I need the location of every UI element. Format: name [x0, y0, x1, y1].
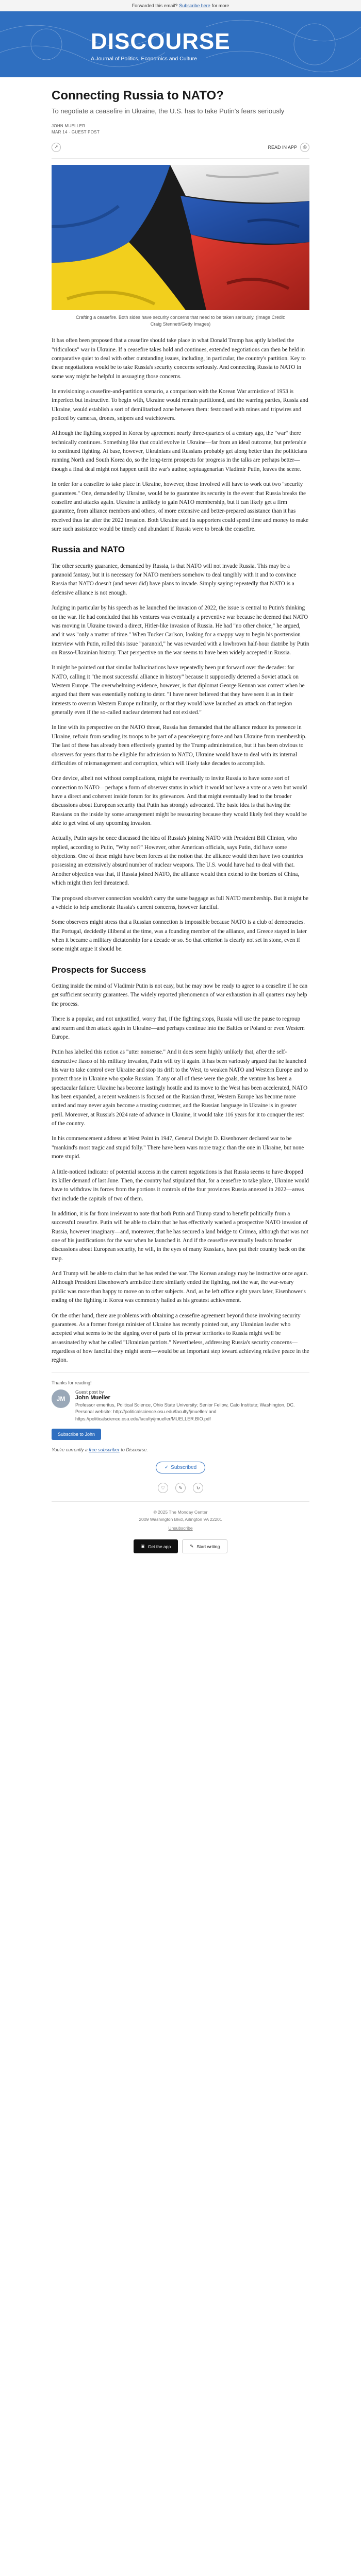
paragraph: Actually, Putin says he once discussed the idea of Russia's joining NATO with President Bill Clinton, who replied, according to Putin, "Why not?" However, other American officials, says Putin, did have some objections. One of these might have been forces at the notion that the alliance would then have two countries possessing an extensively absurd number of nuclear weapons. The U.S. would have had to deal with that. Another objection was that, if Russia joined NATO, the alliance would then extend to the borders of China, which might then feel threatened. — [52, 835, 303, 887]
section-heading-russia-nato: Russia and NATO — [52, 545, 125, 555]
subscribe-to-author-button[interactable]: Subscribe to John — [52, 1429, 101, 1440]
brand-name: DISCOURSE — [91, 29, 231, 54]
post-date: MAR 14 · GUEST POST — [52, 129, 100, 134]
paragraph: It has often been proposed that a ceasefire should take place in what Donald Trump has aptly labelled the "ridiculous" war in Ukraine. If a ceasefire takes hold and continues, extended negotiations can then be held in comparative quiet to deal with other outstanding issues, including, in particular, the country's partition. Key to these negotiations would be to take Russia's security concerns seriously. And connecting Russia to NATO in some way might be helpful in assuaging those concerns. — [52, 337, 306, 380]
start-writing-label: Start writing — [196, 1544, 220, 1549]
pen-icon: ✎ — [190, 1544, 194, 1549]
brand-tagline: A Journal of Politics, Economics and Culture — [91, 56, 198, 62]
author-bio: Professor emeritus, Political Science, Ohio State University; Senior Fellow, Cato Institute; Washington, DC. Personal website: http://politicalscience.osu.edu/faculty/jmueller/ and https://politicalscience.osu.edu/faculty/jmueller/MUELLER.BIO.pdf — [75, 1402, 295, 1421]
paragraph: There is a popular, and not unjustified, worry that, if the fighting stops, Russia will use the pause to regroup and rearm and then attack again in Ukraine—and perhaps continue into the Baltics or Poland or even Western Europe. — [52, 1016, 305, 1040]
paragraph: Getting inside the mind of Vladimir Putin is not easy, but he may now be ready to agree to a ceasefire if he can get sufficient security guarantees. The widely reported phenomenon of war exhaustion in all quarters may help the process. — [52, 983, 308, 1007]
author-box — [52, 1372, 309, 1440]
get-app-button[interactable] — [134, 1539, 178, 1553]
phone-icon: ▣ — [140, 1544, 145, 1549]
hero-image — [52, 165, 309, 310]
subscribed-button[interactable] — [156, 1462, 205, 1473]
free-prefix: You're currently a — [52, 1447, 88, 1453]
address: 2009 Washington Blvd, Arlington VA 22201 — [139, 1516, 222, 1522]
paragraph: In line with its perspective on the NATO threat, Russia has demanded that the alliance reduce its presence in Ukraine, refrain from sending its troops to be part of a peacekeeping force and ban Ukraine from membership. The last of these has already been effectively granted by the Trump administration, but it has been obvious to observers for years that to be eligible for admission to NATO, Ukraine would have to deal with its internal difficulties of mismanagement and corruption, which will likely take decades to accomplish. — [52, 724, 307, 767]
article-title[interactable]: Connecting Russia to NATO? — [52, 89, 224, 103]
paragraph: The other security guarantee, demanded by Russia, is that NATO will not invade Russia. This may be a paranoid fantasy, but it is necessary for NATO members somehow to deal tangibly with it and to convince Russia that NATO doesn't (and never did) have plans to invade. Simply saying repeatedly that NATO is a defensive alliance is not enough. — [52, 563, 297, 596]
paragraph: A little-noticed indicator of potential success in the current negotiations is that Russia seems to have dropped its killer demand of last June. Then, the country had stipulated that, for a ceasefire to take place, Ukraine would have to withdraw its forces from the portions it controls of the four provinces Russia annexed in 2022—areas that include the capitals of two of them. — [52, 1168, 309, 1202]
app-row — [52, 1539, 309, 1564]
footer-links — [52, 1525, 309, 1532]
paragraph: In addition, it is far from irrelevant to note that both Putin and Trump stand to benefit politically from a successful ceasefire. Putin will be able to claim that he has effectively washed a prospective NATO invasion of Russia, however imaginary—and, moreover, that he has secured a land bridge to Crimea, although that was not one of his justifications for the war when he launched it. And if the ceasefire eventually leads to broader discussions about European security, he will, in the eyes of many Russians, have put their country back on the map. — [52, 1210, 308, 1262]
paragraph: On the other hand, there are problems with obtaining a ceasefire agreement beyond those involving security guarantees. As a former foreign minister of Ukraine has recently pointed out, any Ukrainian leader who accepted what seems to be the signing over of parts of its prewar territories to Russia might well be assassinated by what he called "Ukrainian patriots." Nevertheless, addressing Russia's security concerns—regardless of how fanciful they might seem—would be an important step toward achieving relative peace in the region. — [52, 1312, 309, 1364]
subscribe-here-link[interactable]: Subscribe here — [179, 3, 210, 8]
share-icon[interactable]: ↗ — [52, 143, 61, 152]
byline — [52, 123, 309, 135]
paragraph: Some observers might stress that a Russian connection is impossible because NATO is a club of democracies. But Portugal, decidedly illiberal at the time, was a founding member of the alliance, and Greece stayed in later when it became a military dictatorship for a decade or so. So that criterion is clearly not set in stone, even if some might argue it should be. — [52, 919, 307, 953]
paragraph: The proposed observer connection wouldn't carry the same baggage as full NATO membership. But it might be a vehicle to help ameliorate Russia's current concerns, however fanciful. — [52, 895, 308, 910]
subscribed-label: Subscribed — [171, 1465, 197, 1471]
comment-icon[interactable]: ✎ — [175, 1483, 186, 1493]
author-row — [52, 1389, 309, 1423]
brand[interactable] — [91, 29, 231, 62]
app-icon: ◎ — [300, 143, 309, 152]
paragraph: In envisioning a ceasefire-and-partition scenario, a comparison with the Korean War armistice of 1953 is imperfect but instructive. To begin with, Ukraine would remain partitioned, and the warring parties, Russia and Ukraine, would establish a sort of demilitarized zone between them: festooned with mines and tripwires and policed by cameras, drones, snipers and watchtowers. — [52, 388, 308, 422]
subscription-status — [52, 1447, 309, 1452]
read-in-app-button[interactable] — [268, 143, 309, 152]
paragraph: It might be pointed out that similar hallucinations have repeatedly been put forward over the decades: for NATO, calling it "the most successful alliance in history" because it supposedly deterred a Soviet attack on Western Europe. The overwhelming evidence, however, is that diplomat George Kennan was correct when he argued that there was essentially nothing to deter. "I have never believed that they have seen it as in their interests to overrun Western Europe militarily, or that they would have launched an attack on that region generally even if the so-called nuclear deterrent had not existed." — [52, 665, 305, 716]
ukraine-russia-flags-illustration — [52, 165, 309, 310]
start-writing-button[interactable] — [182, 1539, 227, 1553]
article-body — [52, 336, 309, 1365]
footer — [52, 1509, 309, 1532]
forward-suffix: for more — [211, 3, 229, 8]
read-in-app-label: READ IN APP — [268, 144, 297, 150]
paragraph: And Trump will be able to claim that he has ended the war. The Korean analogy may be instructive once again. Although President Eisenhower's armistice there similarly ended the fighting, not the war, the war-weary public was more than happy to move on to other subjects. And, as he left office eight years later, Eisenhower's ending of the fighting in Korea was commonly hailed as his greatest achievement. — [52, 1270, 308, 1304]
social-actions — [52, 1483, 309, 1502]
author-box-name[interactable]: John Mueller — [75, 1394, 110, 1401]
section-heading-prospects: Prospects for Success — [52, 964, 146, 975]
article-subtitle: To negotiate a ceasefire in Ukraine, the U.S. has to take Putin's fears seriously — [52, 107, 285, 115]
masthead — [0, 11, 361, 77]
forward-text: Forwarded this email? — [132, 3, 178, 8]
article — [52, 89, 309, 1564]
free-subscriber-link[interactable]: free subscriber — [89, 1447, 120, 1453]
copyright: © 2025 The Monday Center — [153, 1510, 208, 1515]
hero-caption: Crafting a ceasefire. Both sides have security concerns that need to be taken seriously. (Image Credit: Craig Stennett/Getty Images) — [75, 314, 286, 327]
paragraph: Although the fighting stopped in Korea by agreement nearly three-quarters of a century ago, the "war" there technically continues. Something like that could evolve in Ukraine—far from an ideal outcome, but preferable to continued fighting. At base, however, Ukrainians and Russians probably get along better than the politicians running North and South Korea do, so the long-term prospects for progress in the talks are perhaps better—though a final deal might not happen until the war's author, septuagenarian Vladimir Putin, leaves the scene. — [52, 430, 307, 472]
forward-banner — [0, 0, 361, 11]
unsubscribe-link[interactable]: Unsubscribe — [168, 1526, 193, 1531]
paragraph: One device, albeit not without complications, might be eventually to invite Russia to have some sort of connection to NATO—perhaps a form of observer status in which it would not have a vote or a veto but would have a direct and coherent inside forum for its grievances. And that might eventually lead to the broader discussions about European security that Putin has strongly advocated. The basic idea is that having the Russians on the inside by some arrangement might be reassuring because they would likely feel they would be able to get wind of any upcoming invasion. — [52, 775, 307, 827]
like-icon[interactable]: ♡ — [158, 1483, 168, 1493]
avatar[interactable]: JM — [52, 1389, 70, 1408]
restack-icon[interactable]: ↻ — [193, 1483, 203, 1493]
paragraph: Putin has labelled this notion as "utter nonsense." And it does seem highly unlikely that, after the self-destructive fiasco of his military invasion, Putin will try it again. It has been variously argued that he launched his war to take control over Ukraine and stop its drift to the West, to weaken NATO and Western Europe and to protect those in Ukraine who spoke Russian. If any or all of these were the goals, the venture has been a spectacular failure: Ukraine has become lastingly hostile and its move to the West has been accelerated, NATO has been expanded, a recent weakness is focused on the Russian threat, Western Europe has become more united and may never again become a trusting customer, and the Russian language in Ukraine is in greater peril. Moreover, at Russia's 2024 rate of advance in Ukraine, it would take 116 years for it to conquer the rest of the country. — [52, 1049, 308, 1127]
author-name[interactable]: JOHN MUELLER — [52, 123, 86, 128]
author-intro: Guest post by — [75, 1389, 104, 1395]
author-box-label: Thanks for reading! — [52, 1380, 92, 1385]
paragraph: In his commencement address at West Point in 1947, General Dwight D. Eisenhower declared war to be "mankind's most tragic and stupid folly." There have been wars more tragic than the one in Ukraine, but none more stupid. — [52, 1136, 304, 1160]
paragraph: Judging in particular by his speech as he launched the invasion of 2022, the issue is central to Putin's thinking on the war. He had concluded that his ventures was eventually a preventive war because he deemed that NATO was moving in Ukraine toward a direct, Hitler-like invasion of Russia. He had "no other choice," he argued, and it was "only a matter of time." When Tucker Carlson, looking for a snappy way to begin his posttension interview with Putin, rolled this issue "paranoid," he was rewarded with a lowbrown half-hour diatribe by Putin on Russo-Ukrainian history. That perspective on the war seems to have been widely accepted in Russia. — [52, 605, 309, 656]
check-icon: ✓ — [164, 1465, 169, 1471]
get-app-label: Get the app — [147, 1544, 171, 1549]
article-actions — [52, 143, 309, 159]
subscribed-wrap — [52, 1462, 309, 1473]
paragraph: In order for a ceasefire to take place in Ukraine, however, those involved will have to work out two "security guarantees." One, demanded by Ukraine, would be to guarantee its security in the event that Russia breaks the ceasefire and attacks again. Ukraine is unlikely to gain NATO membership, but it can likely get a firm guarantee, from alliance members and others, of more extensive and better-prepared assistance than it has received thus far after the 2022 invasion. Both Ukraine and its supporters could spend time and money to make sure such assistance would be timely and abundant if Russia were to break the ceasefire. — [52, 481, 309, 532]
free-suffix: to Discourse. — [121, 1447, 148, 1453]
